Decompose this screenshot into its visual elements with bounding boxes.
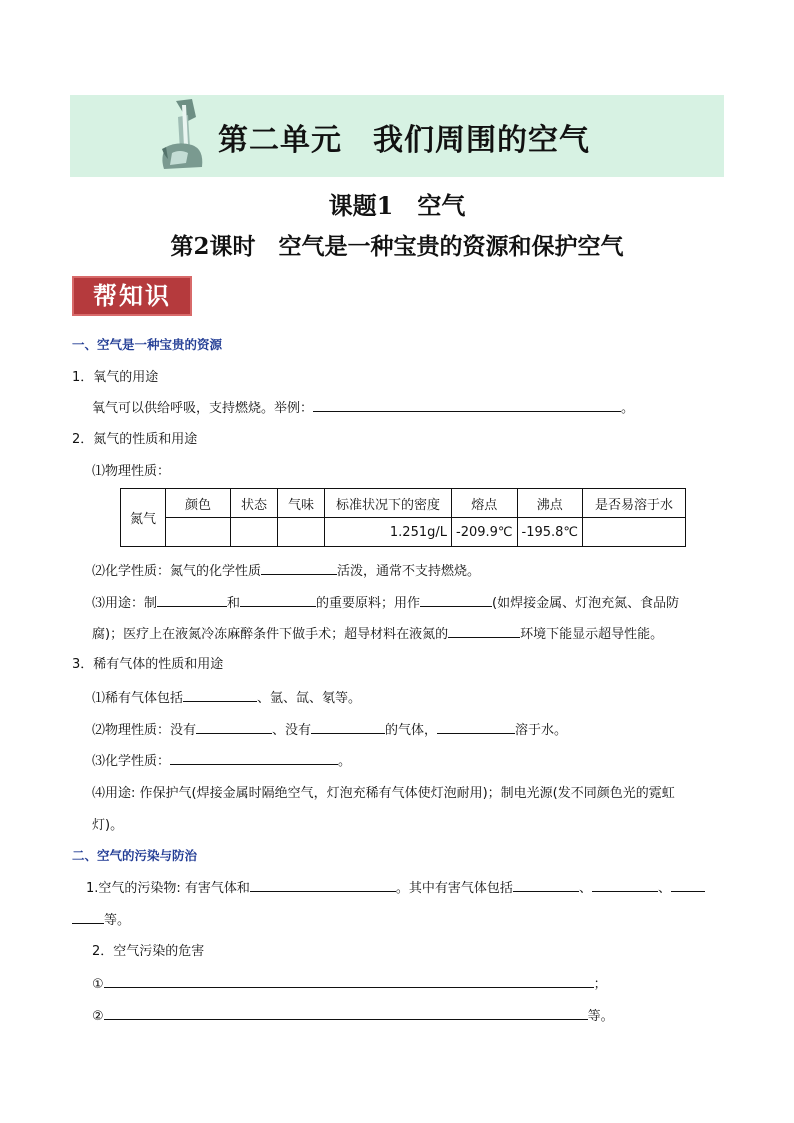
table-cell[interactable] [231,518,278,547]
answer-blank[interactable] [313,399,621,412]
unit-title: 第二单元 我们周围的空气 [218,123,590,158]
answer-blank[interactable] [592,879,658,892]
text: 、氩、氙、氡等。 [257,691,362,706]
nitrogen-chemical-line [92,562,480,581]
answer-blank[interactable] [170,752,338,765]
table-cell[interactable] [166,518,231,547]
text: ⑶化学性质： [92,754,171,769]
table-header: 标准状况下的密度 [325,489,452,518]
answer-blank[interactable] [72,911,104,924]
table-cell: -195.8℃ [517,518,583,547]
nitrogen-properties-table [120,488,686,547]
table-header: 状态 [231,489,278,518]
text: 、 [657,881,671,896]
answer-blank[interactable] [104,1007,588,1020]
noble-heading: 3．稀有气体的性质和用途 [72,657,224,672]
pollutants-line2 [72,911,130,930]
answer-blank[interactable] [183,689,257,702]
nitrogen-heading: 2．氮气的性质和用途 [72,432,198,447]
noble-include-line [92,689,361,708]
text: ⑵化学性质：氮气的化学性质 [92,564,262,579]
table-row [121,489,686,518]
answer-blank[interactable] [420,594,492,607]
answer-blank[interactable] [196,721,272,734]
oxygen-uses-text: 氧气可以供给呼吸，支持燃烧。举例： [92,401,314,416]
text: 、没有 [272,723,312,738]
text: ① [92,977,104,992]
unit-banner [70,95,724,177]
punctuation: 。 [621,401,635,416]
lesson-title: 课题1 空气 [328,191,466,220]
text: ② [92,1009,104,1024]
text: ⑴稀有气体包括 [92,691,184,706]
answer-blank[interactable] [104,975,594,988]
text: 的气体， [385,723,438,738]
knowledge-badge: 帮知识 [72,276,192,316]
table-row [121,518,686,547]
harm-heading: 2．空气污染的危害 [92,944,205,959]
answer-blank[interactable] [671,879,705,892]
table-header: 熔点 [452,489,518,518]
text: ⑶用途：制 [92,596,158,611]
text: 等。 [104,913,131,928]
table-header: 颜色 [166,489,231,518]
table-cell: -209.9℃ [452,518,518,547]
nitrogen-uses-line [92,594,679,613]
noble-uses-line2: 灯)。 [92,818,124,833]
oxygen-uses-line [92,399,634,418]
text: ； [593,977,607,992]
answer-blank[interactable] [437,721,515,734]
table-cell: 1.251g/L [325,518,452,547]
answer-blank[interactable] [448,625,520,638]
answer-blank[interactable] [261,562,337,575]
noble-chemical-line [92,752,351,771]
text: 的重要原料；用作 [316,596,421,611]
answer-blank[interactable] [240,594,316,607]
text: 、 [578,881,592,896]
waterfall-icon [158,97,210,173]
text: 。其中有害气体包括 [395,881,513,896]
noble-physical-line [92,721,567,740]
table-cell[interactable] [583,518,686,547]
text: 。 [338,754,352,769]
answer-blank[interactable] [311,721,385,734]
section2-heading: 二、空气的污染与防治 [72,848,198,863]
text: 溶于水。 [515,723,568,738]
noble-uses-line1: ⑷用途: 作保护气(焊接金属时隔绝空气，灯泡充稀有气体使灯泡耐用)；制电光源(发不同颜色光的霓虹 [92,786,675,801]
harm-item-1 [92,975,607,994]
table-header: 是否易溶于水 [583,489,686,518]
row-label: 氮气 [121,489,166,547]
text: 等。 [587,1009,614,1024]
answer-blank[interactable] [157,594,227,607]
text: 环境下能显示超导性能。 [520,627,664,642]
lesson-subtitle: 第2课时 空气是一种宝贵的资源和保护空气 [170,233,624,260]
table-header: 沸点 [517,489,583,518]
text: 活泼，通常不支持燃烧。 [337,564,481,579]
answer-blank[interactable] [513,879,579,892]
oxygen-heading: 1．氧气的用途 [72,370,159,385]
table-cell[interactable] [278,518,325,547]
text: 和 [227,596,241,611]
answer-blank[interactable] [250,879,396,892]
text: (如焊接金属、灯泡充氮、食品防 [492,596,680,611]
section1-heading: 一、空气是一种宝贵的资源 [72,337,223,352]
text: 腐)；医疗上在液氮冷冻麻醉条件下做手术；超导材料在液氮的 [92,627,449,642]
text: ⑵物理性质：没有 [92,723,197,738]
pollutants-line [86,879,705,898]
nitrogen-uses-line2 [92,625,663,644]
harm-item-2 [92,1007,614,1026]
text: 1.空气的污染物: 有害气体和 [86,881,250,896]
nitrogen-physical-label: ⑴物理性质： [92,464,171,479]
table-header: 气味 [278,489,325,518]
